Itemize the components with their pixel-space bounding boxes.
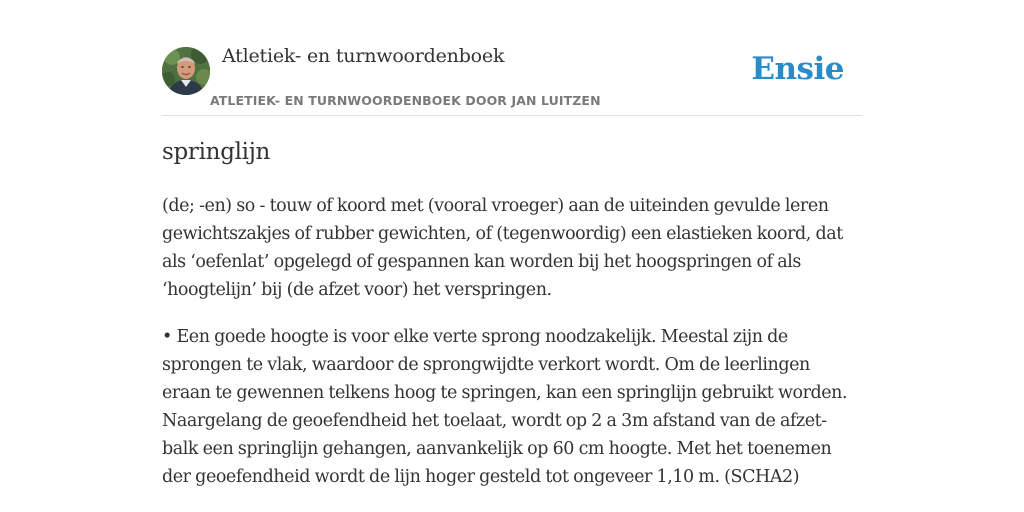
entry-definition: (de; -en) so - touw of koord met (vooral vroeger) aan de uiteinden gevulde leren gewichtszakjes of rubber gewichten, of (tegenwoordig) een elastieken koord, dat als ‘oefenlat’ opgelegd of gespannen kan worden bij het hoogspringen of als ‘hoogtelijn’ bij (de afzet voor) het verspringen. [162, 196, 843, 300]
dictionary-subtitle[interactable]: ATLETIEK- EN TURNWOORDENBOEK DOOR JAN LUITZEN [210, 93, 601, 108]
page-container [162, 0, 862, 487]
dictionary-header [162, 0, 862, 116]
entry-term: springlijn [162, 139, 271, 165]
entry-example: • Een goede hoogte is voor elke verte sprong noodzakelijk. Meestal zijn de sprongen te vlak, waardoor de sprongwijdte verkort wordt. Om de leerlingen eraan te gewennen telkens hoog te springen, kan een springlijn gebruikt worden. Naargelang de geoefendheid het toelaat, wordt op 2 a 3m afstand van de afzet-balk een springlijn gehangen, aanvankelijk op 60 cm hoogte. Met het toenemen der geoefendheid wordt de lijn hoger gesteld tot ongeveer 1,10 m. (SCHA2) [162, 327, 848, 487]
brand-logo[interactable]: Ensie [751, 51, 844, 87]
dictionary-title[interactable]: Atletiek- en turnwoordenboek [222, 45, 505, 67]
author-portrait-icon[interactable] [162, 47, 210, 95]
